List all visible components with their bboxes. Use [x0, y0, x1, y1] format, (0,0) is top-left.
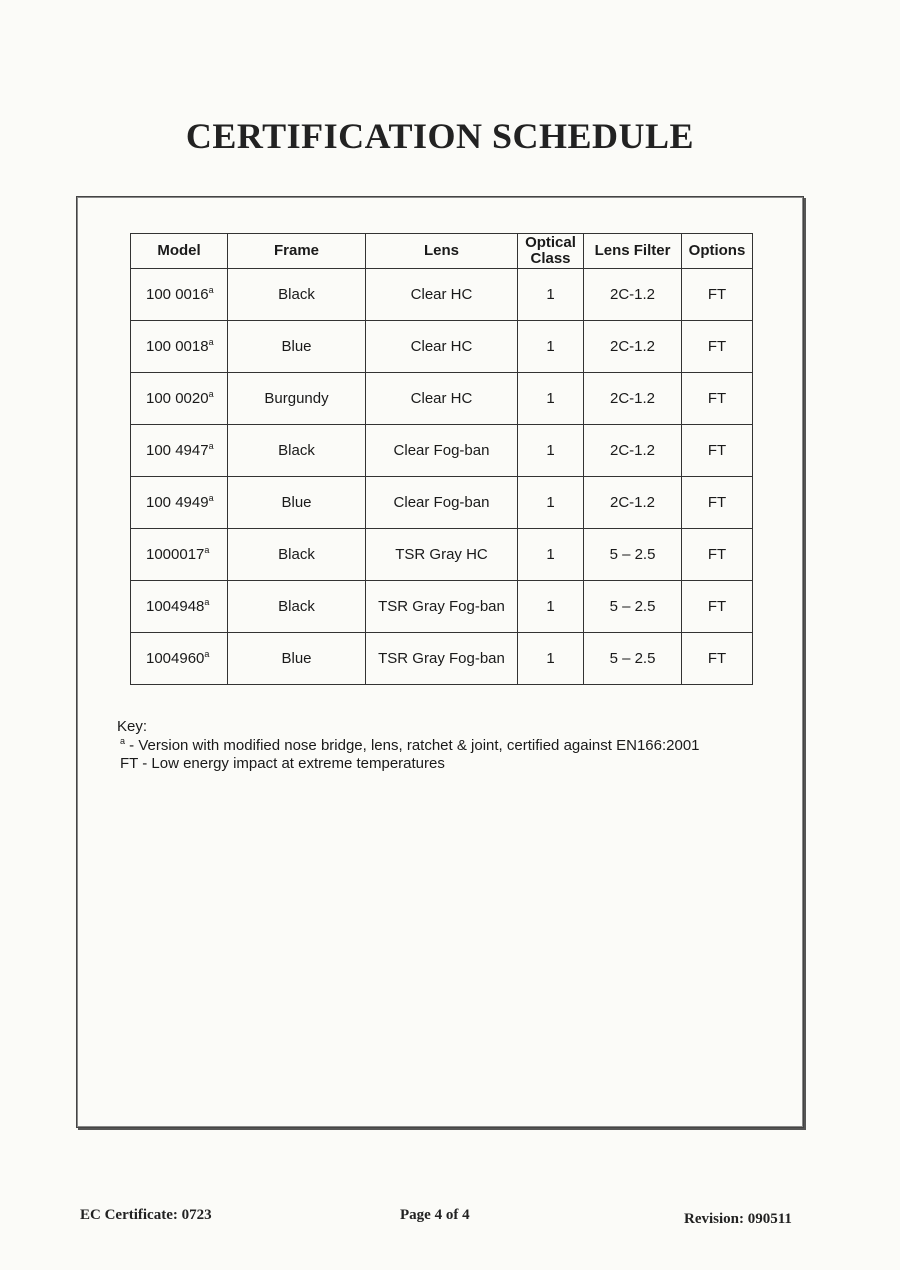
cell-lens-filter: 2C-1.2: [584, 321, 682, 373]
cell-model: [131, 477, 228, 529]
header-optical-class: [518, 234, 584, 269]
footnote-marker: a: [208, 389, 214, 399]
cell-model: [131, 269, 228, 321]
cell-frame: Black: [228, 425, 366, 477]
cell-frame: Blue: [228, 321, 366, 373]
model-number: 100 4949: [146, 494, 209, 511]
cell-frame: Black: [228, 529, 366, 581]
cell-options: FT: [682, 321, 753, 373]
table-row: [131, 633, 753, 685]
page-title: CERTIFICATION SCHEDULE: [185, 116, 695, 156]
table-row: [131, 477, 753, 529]
cell-optical-class: 1: [518, 425, 584, 477]
cell-lens: Clear HC: [366, 373, 518, 425]
cell-lens-filter: 2C-1.2: [584, 373, 682, 425]
footer-page-number: Page 4 of 4: [400, 1207, 470, 1223]
cell-lens: Clear Fog-ban: [366, 425, 518, 477]
model-number: 100 4947: [146, 442, 209, 459]
table-row: [131, 581, 753, 633]
table-row: [131, 373, 753, 425]
key-note-text: - Version with modified nose bridge, lens, ratchet & joint, certified against EN166:2001: [125, 736, 700, 754]
cell-optical-class: 1: [518, 373, 584, 425]
footer-certificate: EC Certificate: 0723: [80, 1207, 212, 1223]
cell-options: FT: [682, 529, 753, 581]
model-number: 100 0020: [146, 390, 209, 407]
cell-optical-class: 1: [518, 529, 584, 581]
header-optical-class-line2: Class: [530, 250, 571, 267]
cell-lens-filter: 2C-1.2: [584, 425, 682, 477]
cell-lens-filter: 5 – 2.5: [584, 581, 682, 633]
footnote-marker: a: [208, 337, 214, 347]
cell-frame: Black: [228, 269, 366, 321]
header-model: Model: [131, 234, 228, 269]
cell-lens-filter: 5 – 2.5: [584, 529, 682, 581]
cell-lens: Clear HC: [366, 269, 518, 321]
footnote-marker: a: [204, 649, 210, 659]
cell-lens-filter: 2C-1.2: [584, 269, 682, 321]
cell-options: FT: [682, 425, 753, 477]
model-number: 1000017: [146, 546, 205, 563]
cell-options: FT: [682, 269, 753, 321]
cell-frame: Black: [228, 581, 366, 633]
footnote-marker: a: [208, 285, 214, 295]
cell-optical-class: 1: [518, 477, 584, 529]
cell-lens: TSR Gray Fog-ban: [366, 633, 518, 685]
cell-options: FT: [682, 477, 753, 529]
cell-model: [131, 425, 228, 477]
footnote-marker: a: [204, 545, 210, 555]
cell-frame: Blue: [228, 633, 366, 685]
header-options: Options: [682, 234, 753, 269]
table-row: [131, 321, 753, 373]
model-number: 1004960: [146, 650, 205, 667]
footnote-marker: a: [208, 441, 214, 451]
cell-frame: Blue: [228, 477, 366, 529]
key-ft: FT - Low energy impact at extreme temperatures: [120, 755, 445, 772]
cell-optical-class: 1: [518, 269, 584, 321]
table-header-row: [131, 234, 753, 269]
table-row: [131, 269, 753, 321]
cell-model: [131, 321, 228, 373]
cell-lens: Clear HC: [366, 321, 518, 373]
cell-options: FT: [682, 373, 753, 425]
cell-lens: TSR Gray Fog-ban: [366, 581, 518, 633]
cell-model: [131, 529, 228, 581]
header-lens-filter: Lens Filter: [584, 234, 682, 269]
key-note-a: [117, 737, 700, 756]
key-heading: Key:: [117, 718, 148, 735]
header-optical-class-line1: Optical: [525, 234, 576, 251]
cell-lens: TSR Gray HC: [366, 529, 518, 581]
footnote-marker: a: [208, 493, 214, 503]
footnote-marker: a: [204, 597, 210, 607]
cell-optical-class: 1: [518, 321, 584, 373]
cell-options: FT: [682, 633, 753, 685]
certification-table: [130, 233, 753, 685]
cell-optical-class: 1: [518, 633, 584, 685]
cell-model: [131, 581, 228, 633]
table-row: [131, 425, 753, 477]
cell-lens-filter: 5 – 2.5: [584, 633, 682, 685]
header-frame: Frame: [228, 234, 366, 269]
footer-revision: Revision: 090511: [684, 1211, 792, 1227]
cell-lens-filter: 2C-1.2: [584, 477, 682, 529]
key-note-marker: a: [120, 735, 126, 746]
table-row: [131, 529, 753, 581]
cell-lens: Clear Fog-ban: [366, 477, 518, 529]
header-lens: Lens: [366, 234, 518, 269]
model-number: 1004948: [146, 598, 205, 615]
cell-optical-class: 1: [518, 581, 584, 633]
cell-frame: Burgundy: [228, 373, 366, 425]
model-number: 100 0018: [146, 338, 209, 355]
cell-model: [131, 633, 228, 685]
key-legend: [117, 718, 700, 774]
model-number: 100 0016: [146, 286, 209, 303]
cell-options: FT: [682, 581, 753, 633]
cell-model: [131, 373, 228, 425]
table-body: [131, 269, 753, 685]
